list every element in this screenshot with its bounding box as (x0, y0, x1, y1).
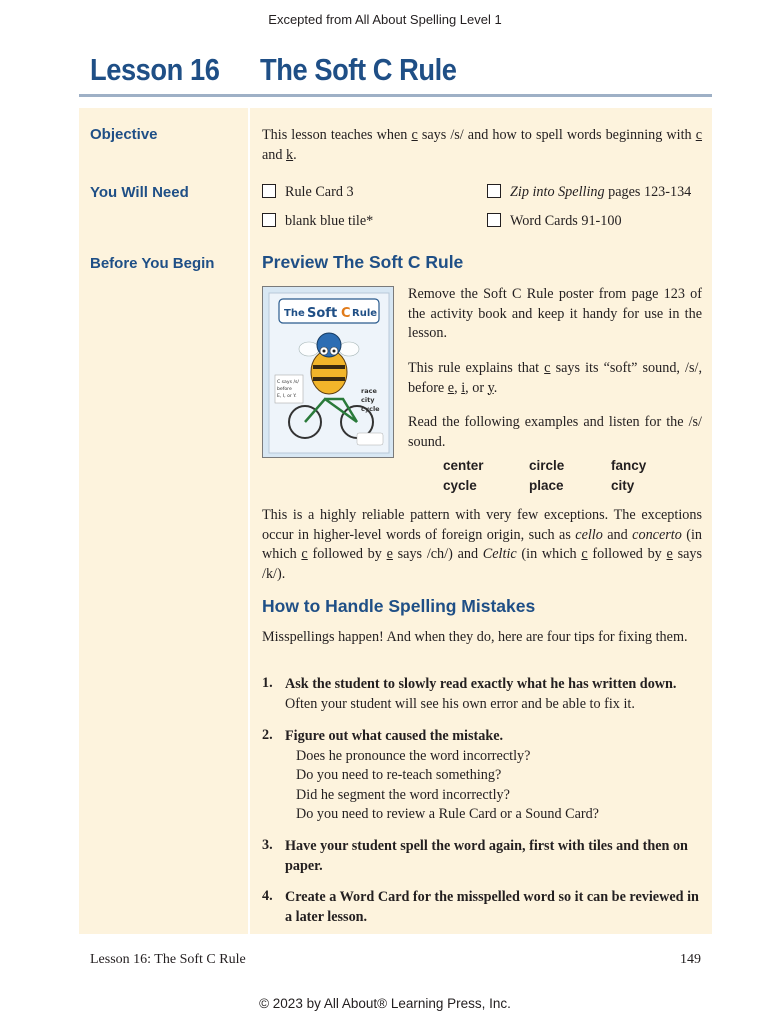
preview-paragraph-2: This rule explains that c says its “soft” sound, /s/, before e, i, or y. (408, 360, 703, 396)
tip-detail: Do you need to review a Rule Card or a Sound Card? (296, 806, 599, 822)
svg-text:E, I, or Y.: E, I, or Y. (277, 394, 297, 399)
poster-word: race (361, 387, 377, 395)
svg-text:C says /s/: C says /s/ (277, 380, 299, 385)
title-rule (79, 94, 712, 97)
poster-title-c: C (341, 306, 351, 321)
tip-number: 2. (262, 727, 273, 743)
footer-lesson: Lesson 16: The Soft C Rule (90, 952, 246, 967)
tip-item (285, 837, 703, 876)
mistakes-intro: Misspellings happen! And when they do, here are four tips for fixing them. (262, 629, 688, 645)
checklist-item[interactable]: blank blue tile* (262, 213, 373, 230)
before-you-begin-label: Before You Begin (90, 255, 215, 272)
exceptions-paragraph: This is a highly reliable pattern with very few exceptions. The exceptions occur in higher-level words of foreign origin, such as cello and concerto (in which c followed by e says /ch/) and Celtic (in which c followed by e says /k/). (262, 507, 703, 582)
tip-number: 1. (262, 675, 273, 691)
tip-item (285, 888, 703, 927)
checklist-item[interactable]: Word Cards 91-100 (487, 213, 622, 230)
tip-number: 3. (262, 837, 273, 853)
tip-detail: Does he pronounce the word incorrectly? (296, 747, 531, 764)
objective-text: This lesson teaches when c says /s/ and how to spell words beginning with c and k. (262, 127, 703, 163)
checklist-item[interactable]: Rule Card 3 (262, 184, 354, 201)
tip-heading: Figure out what caused the mistake. (285, 728, 504, 744)
preview-heading: Preview The Soft C Rule (262, 252, 464, 272)
lesson-number: Lesson 16 (90, 52, 220, 87)
column-divider (248, 108, 250, 934)
lesson-title: The Soft C Rule (260, 52, 457, 87)
example-word: fancy (611, 458, 647, 473)
checklist-item[interactable]: Zip into Spelling pages 123-134 (487, 184, 691, 201)
example-word: circle (529, 458, 565, 473)
checkbox[interactable] (487, 213, 501, 227)
tip-number: 4. (262, 888, 273, 904)
excerpt-note: Excepted from All About Spelling Level 1 (268, 12, 502, 27)
copyright: © 2023 by All About® Learning Press, Inc. (259, 996, 511, 1011)
poster-title-soft: Soft (307, 306, 338, 321)
checkbox[interactable] (262, 213, 276, 227)
tip-heading: Have your student spell the word again, first with tiles and then on paper. (285, 838, 688, 874)
checkbox[interactable] (262, 184, 276, 198)
page-number: 149 (680, 952, 701, 967)
tip-heading: Ask the student to slowly read exactly what he has written down. (285, 676, 677, 692)
tip-heading: Create a Word Card for the misspelled word so it can be reviewed in a later lesson. (285, 889, 699, 925)
tip-item (285, 675, 703, 714)
example-word: place (529, 478, 564, 493)
objective-label: Objective (90, 126, 158, 143)
svg-text:before: before (277, 387, 292, 392)
mistakes-heading: How to Handle Spelling Mistakes (262, 596, 536, 616)
poster-title-rule: Rule (352, 308, 378, 319)
poster-illustration (263, 287, 394, 458)
tip-detail: Do you need to re-teach something? (296, 767, 502, 783)
tip-detail: Often your student will see his own error and be able to fix it. (285, 695, 635, 712)
you-will-need-label: You Will Need (90, 184, 189, 201)
example-word: city (611, 478, 635, 493)
poster-word: cycle (361, 405, 380, 413)
preview-paragraph-3: Read the following examples and listen for the /s/ sound. (408, 414, 702, 450)
checkbox[interactable] (487, 184, 501, 198)
tip-detail: Did he segment the word incorrectly? (296, 786, 510, 803)
example-word: center (443, 458, 484, 473)
example-word: cycle (443, 478, 477, 493)
poster-title-the: The (284, 308, 305, 319)
preview-paragraph-1: Remove the Soft C Rule poster from page 123 of the activity book and keep it handy for use in the lesson. (408, 286, 702, 341)
poster-word: city (361, 396, 375, 404)
tip-item (285, 727, 703, 825)
soft-c-rule-poster (262, 286, 394, 458)
